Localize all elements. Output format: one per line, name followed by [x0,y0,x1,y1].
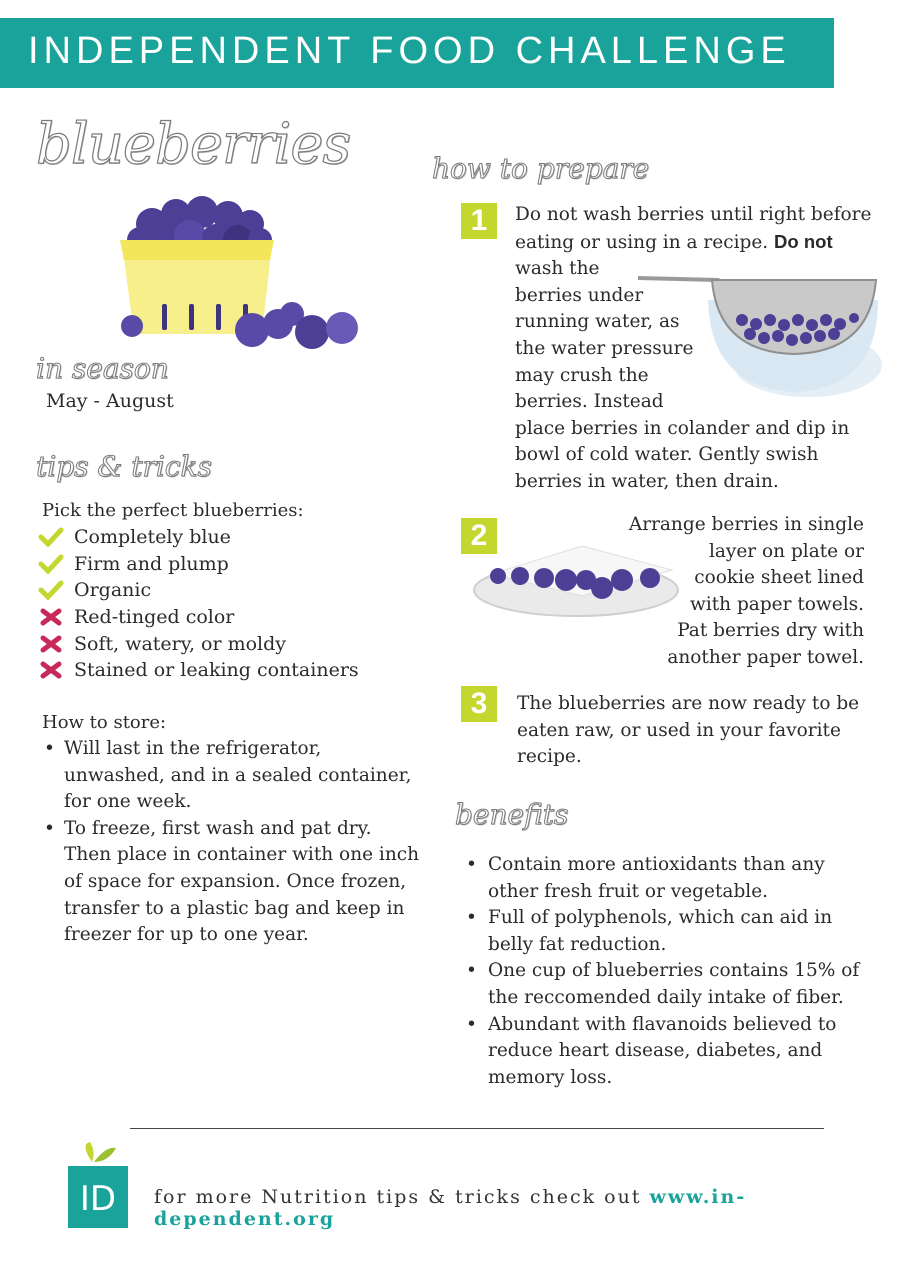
in-dependent-logo [66,1138,130,1230]
x-icon [38,634,64,654]
step-1-line: bowl of cold water. Gently swish [515,444,819,466]
checklist-label: Firm and plump [74,552,229,575]
logo-letters: ID [79,1179,117,1219]
checklist-label: Completely blue [74,526,231,549]
check-icon [38,527,64,547]
step-2-line: with paper towels. [689,593,864,615]
footer-divider [130,1128,824,1129]
step-1-line: wash the [515,258,600,280]
step-1-number: 1 [461,203,497,239]
step-1-line: place berries in colander and dip in [515,417,850,439]
list-item [38,604,359,631]
step-1-line: berries under [515,284,644,306]
step-1-line: running water, as [515,311,680,333]
step-2-line: layer on plate or [708,540,864,562]
step-3-text [517,691,859,771]
list-item [38,551,359,578]
step-1-line [515,229,871,257]
tips-heading: tips & tricks [36,450,212,483]
list-item [38,630,359,657]
step-2-line: Pat berries dry with [677,620,864,642]
website-link[interactable]: www.in-dependent.org [154,1186,747,1230]
season-months: May - August [46,390,174,412]
check-icon [38,580,64,600]
store-label: How to store: [42,712,167,733]
step-2-line: cookie sheet lined [694,567,864,589]
list-item [38,577,359,604]
step-3-line: The blueberries are now ready to be [517,693,860,714]
step-3-line: eaten raw, or used in your favorite [517,719,841,741]
list-item: • Will last in the refrigerator, unwashed, and in a sealed container, for one week. [42,736,422,816]
list-item: • Full of polyphenols, which can aid in belly fat reduction. [464,905,864,958]
footer-label: for more Nutrition tips & tricks check out [154,1186,650,1208]
step-1-line: Do not wash berries until right before [515,204,872,225]
in-season-heading: in season [36,352,169,385]
checklist-label: Red-tinged color [74,606,235,629]
list-item [38,657,359,684]
step-1-line-part: eating or using in a recipe. [515,231,775,253]
step-1-line: berries in water, then drain. [515,470,779,492]
step-3-number: 3 [461,686,497,722]
check-icon [38,554,64,574]
benefits-list [464,852,864,1091]
berry-basket-illustration [112,196,362,356]
checklist-label: Organic [74,579,152,602]
benefits-heading: benefits [455,798,569,831]
step-2-number: 2 [461,518,497,554]
pick-checklist [38,524,359,684]
prepare-heading: how to prepare [432,152,650,185]
x-icon [38,607,64,627]
x-icon [38,660,64,680]
colander-bowl-illustration [638,270,884,405]
step-1-line: berries. Instead [515,391,664,413]
food-name-title: blueberries [36,112,351,177]
list-item: • Abundant with flavanoids believed to reduce heart disease, diabetes, and memory loss. [464,1012,864,1092]
list-item [38,524,359,551]
footer-text [154,1186,900,1230]
list-item: • Contain more antioxidants than any other fresh fruit or vegetable. [464,852,864,905]
step-2-line: Arrange berries in single [628,514,864,535]
pick-label: Pick the perfect blueberries: [42,500,304,521]
step-1-emphasis: Do not [774,230,833,252]
step-1-line: the water pressure [515,337,694,359]
page-title: INDEPENDENT FOOD CHALLENGE [28,30,791,72]
checklist-label: Stained or leaking containers [74,659,359,682]
step-2-line: another paper towel. [667,646,864,668]
store-list [42,736,422,949]
checklist-label: Soft, watery, or moldy [74,632,287,655]
list-item: • One cup of blueberries contains 15% of the reccomended daily intake of fiber. [464,958,864,1011]
step-1-line: may crush the [515,364,649,386]
step-3-line: recipe. [517,746,582,768]
step-2-text [560,512,864,672]
list-item: • To freeze, first wash and pat dry. Then place in container with one inch of space for expansion. Once frozen, transfer to a plastic bag and keep in freezer for up to one year. [42,816,422,949]
